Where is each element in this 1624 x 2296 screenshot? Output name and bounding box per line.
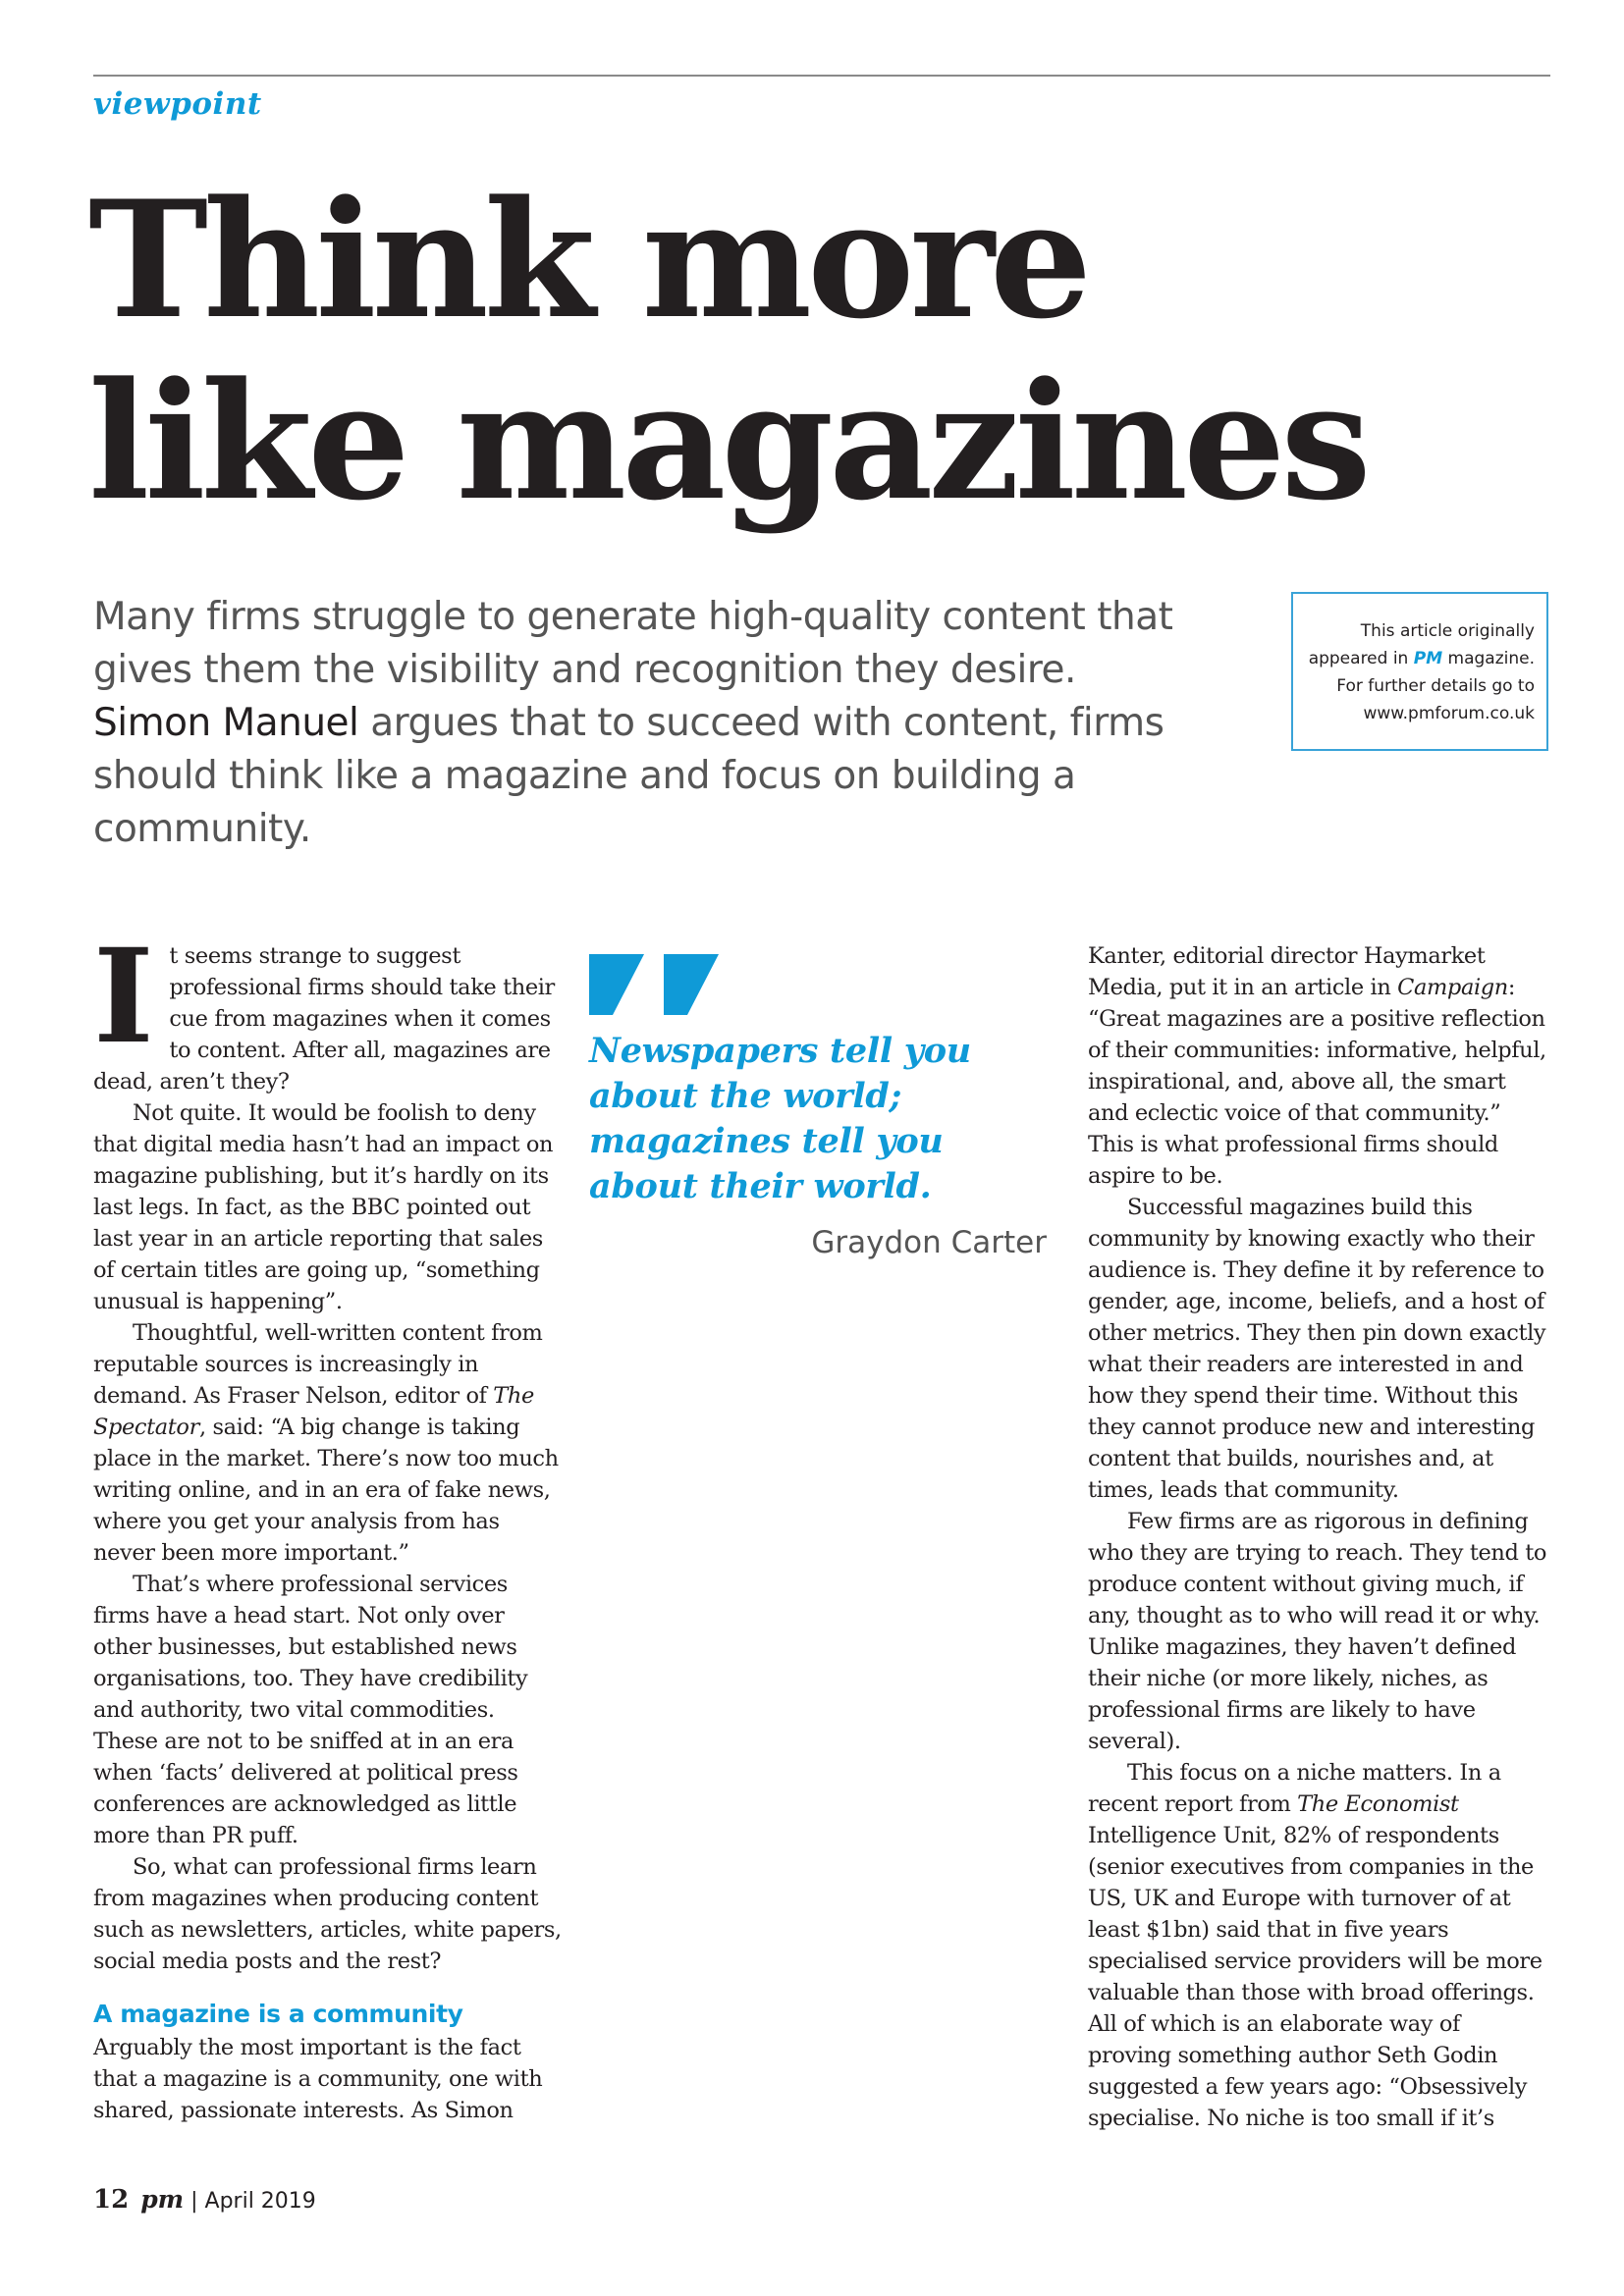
paragraph-5: So, what can professional firms learn from magazines when producing content such as newsletters, articles, white papers, social media posts and the rest?	[93, 1854, 562, 1974]
subheading: A magazine is a community	[93, 2000, 463, 2028]
pull-quote	[589, 1029, 1060, 1209]
info-line-2	[1293, 645, 1535, 672]
paragraph-2: Not quite. It would be foolish to deny that digital media hasn’t had an impact on magazine publishing, but it’s hardly on its last legs. In fact, as the BBC pointed out last year in an article reporting that sales of certain titles are going up, “something unusual is happening”.	[93, 1100, 554, 1314]
info-url: www.pmforum.co.uk	[1363, 704, 1535, 723]
paragraph-1-text: t seems strange to suggest professional firms should take their cue from magazines when it comes to content. After all, magazines are dead, aren’t they?	[93, 943, 555, 1095]
pull-quote-line-2: about the world;	[589, 1076, 902, 1116]
campaign-title: Campaign	[1397, 975, 1508, 1000]
paragraph-3-b: , said: “A big change is taking place in the market. There’s now too much writing online, and in an era of fake news, where you get your analysis from has never been more important.”	[93, 1415, 559, 1566]
info-line-2-prefix: appeared in	[1308, 649, 1414, 668]
pull-quote-line-4: about their world.	[589, 1166, 932, 1206]
headline	[88, 165, 1581, 536]
pull-quote-line-3: magazines tell you	[589, 1121, 944, 1161]
magazine-name: pm	[140, 2185, 185, 2214]
quote-attribution: Graydon Carter	[811, 1225, 1047, 1260]
paragraph-4: That’s where professional services firms have a head start. Not only over other businesses, but established news organisations, too. They have credibility and authority, two vital commodities. These are not to be sniffed at in an era when ‘facts’ delivered at political press conferences are acknowledged as little more than PR puff.	[93, 1572, 528, 1848]
issue-date: April 2019	[204, 2189, 316, 2214]
col3-paragraph-1-b: : “Great magazines are a positive reflection of their communities: informative, helpful, inspirational, and, above all, the smart and eclectic voice of that community.” This is what professional firms should aspire to be.	[1088, 975, 1546, 1189]
economist-title: The Economist	[1297, 1791, 1459, 1817]
source-info-box	[1291, 592, 1548, 751]
info-line-1: This article originally	[1360, 621, 1535, 641]
standfirst	[93, 591, 1203, 856]
standfirst-rest: argues that to succeed with content, firms should think like a magazine and focus on building a community.	[93, 701, 1164, 851]
info-pm-mark: PM	[1413, 649, 1443, 668]
col3-paragraph-1-a: Kanter, editorial director Haymarket Media, put it in an article in	[1088, 943, 1486, 1000]
page-number: 12	[93, 2185, 130, 2215]
paragraph-3-a: Thoughtful, well-written content from reputable sources is increasingly in demand. As Fraser Nelson, editor of	[93, 1320, 543, 1409]
article-column-1	[93, 921, 565, 2126]
quote-mark-icon	[589, 954, 719, 1015]
col3-paragraph-3: Few firms are as rigorous in defining who they are trying to reach. They tend to produce content without giving much, if any, thought as to who will read it or why. Unlike magazines, they haven’t defined their niche (or more likely, niches, as professional firms are likely to have several).	[1088, 1509, 1547, 1754]
col3-paragraph-4	[1088, 1757, 1549, 2134]
author-name: Simon Manuel	[93, 701, 359, 745]
col3-paragraph-4-a: This focus on a niche matters. In a recent report from	[1088, 1760, 1501, 1817]
top-rule	[93, 75, 1550, 77]
paragraph-6: Arguably the most important is the fact that a magazine is a community, one with shared, passionate interests. As Simon	[93, 2035, 543, 2123]
article-column-3	[1088, 940, 1549, 2134]
headline-line-1: Think more	[88, 165, 1088, 354]
pull-quote-line-1: Newspapers tell you	[589, 1031, 971, 1071]
publication-title: The Spectator	[93, 1383, 534, 1440]
paragraph-3	[93, 1317, 565, 1569]
info-line-3: For further details go to	[1336, 676, 1535, 696]
headline-line-2: like magazines	[88, 347, 1367, 536]
standfirst-intro: Many firms struggle to generate high-quality content that gives them the visibility and recognition they desire.	[93, 595, 1173, 692]
paragraph-1	[93, 921, 565, 1097]
drop-cap: I	[93, 921, 154, 1073]
col3-paragraph-2: Successful magazines build this community by knowing exactly who their audience is. They define it by reference to gender, age, income, beliefs, and a host of other metrics. They then pin down exactly what their readers are interested in and how they spend their time. Without this they cannot produce new and interesting content that builds, nourishes and, at times, leads that community.	[1088, 1195, 1546, 1503]
col3-paragraph-1	[1088, 940, 1549, 1192]
info-line-2-suffix: magazine.	[1442, 649, 1535, 668]
footer-separator: |	[184, 2189, 205, 2214]
col3-paragraph-4-b: Intelligence Unit, 82% of respondents (senior executives from companies in the US, UK and Europe with turnover of at least $1bn) said that in five years specialised service providers will be more valuable than those with broad offerings. All of which is an elaborate way of proving something author Seth Godin suggested a few years ago: “Obsessively specialise. No niche is too small if it’s	[1088, 1823, 1543, 2131]
section-label: viewpoint	[93, 86, 262, 122]
page-footer	[93, 2185, 316, 2215]
